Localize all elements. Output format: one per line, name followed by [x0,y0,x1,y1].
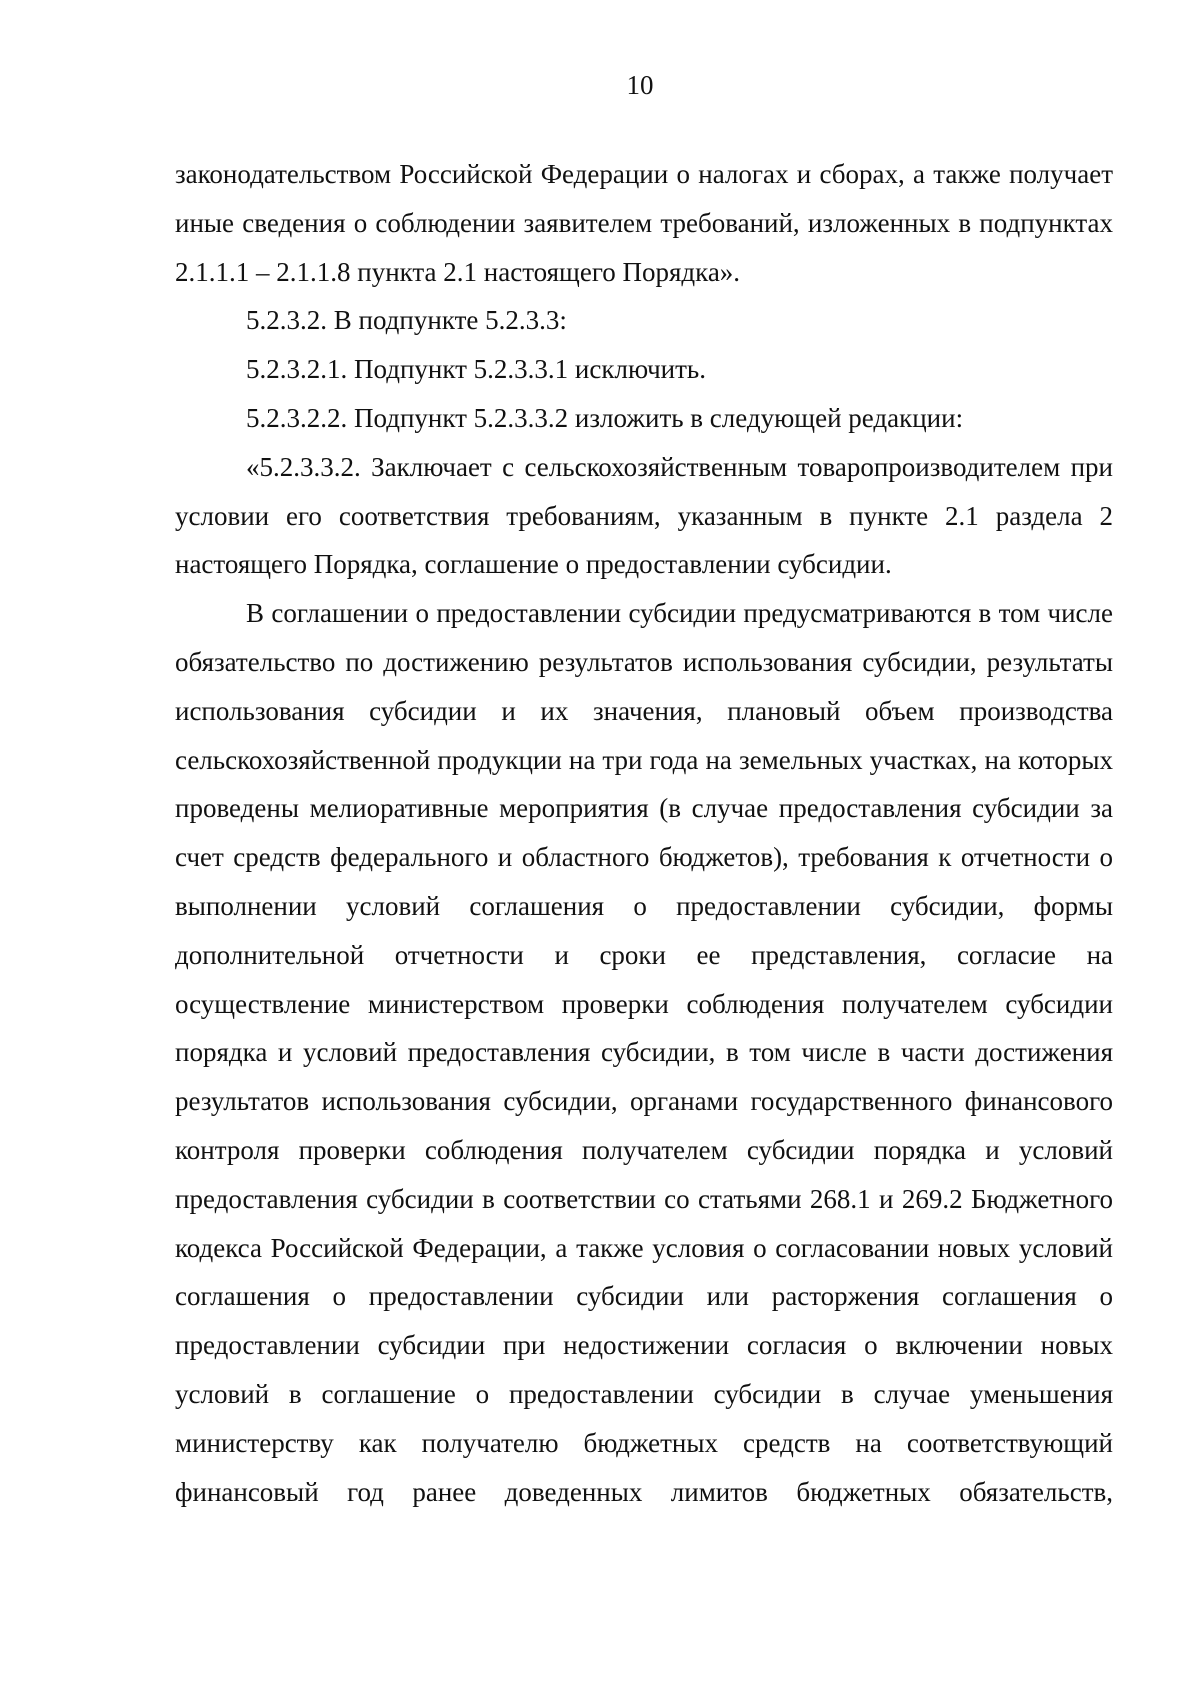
paragraph-agreement-terms: В соглашении о предоставлении субсидии предусматриваются в том числе обязательство по достижению результатов использования субсидии, результаты использования субсидии и их значения, плановый объем производства сельскохозяйственной продукции на три года на земельных участках, на которых проведены мелиоративные мероприятия (в случае предоставления субсидии за счет средств федерального и областного бюджетов), требования к отчетности о выполнении условий соглашения о предоставлении субсидии, формы дополнительной отчетности и сроки ее представления, согласие на осуществление министерством проверки соблюдения получателем субсидии порядка и условий предоставления субсидии, в том числе в части достижения результатов использования субсидии, органами государственного финансового контроля проверки соблюдения получателем субсидии порядка и условий предоставления субсидии в соответствии со статьями 268.1 и 269.2 Бюджетного кодекса Российской Федерации, а также условия о согласовании новых условий соглашения о предоставлении субсидии или расторжения соглашения о предоставлении субсидии при недостижении согласия о включении новых условий в соглашение о предоставлении субсидии в случае уменьшения министерству как получателю бюджетных средств на соответствующий финансовый год ранее доведенных лимитов бюджетных обязательств, [175,598,1113,1507]
page-number: 10 [626,70,654,100]
paragraph-subclause-5-2-3-2-2: 5.2.3.2.2. Подпункт 5.2.3.3.2 изложить в следующей редакции: [246,402,964,433]
paragraph-subclause-5-2-3-2: 5.2.3.2. В подпункте 5.2.3.3: [246,305,567,336]
document-body [175,150,1113,1516]
paragraph-continuation: законодательством Российской Федерации о налогах и сборах, а также получает иные сведения о соблюдении заявителем требований, изложенных в подпунктах 2.1.1.1 – 2.1.1.8 пункта 2.1 настоящего Порядка». [175,159,1113,287]
paragraph-subclause-5-2-3-2-1: 5.2.3.2.1. Подпункт 5.2.3.3.1 исключить. [246,354,706,385]
paragraph-quoted-5-2-3-3-2: «5.2.3.3.2. Заключает с сельскохозяйственным товаропроизводителем при условии его соответствия требованиям, указанным в пункте 2.1 раздела 2 настоящего Порядка, соглашение о предоставлении субсидии. [175,451,1113,580]
